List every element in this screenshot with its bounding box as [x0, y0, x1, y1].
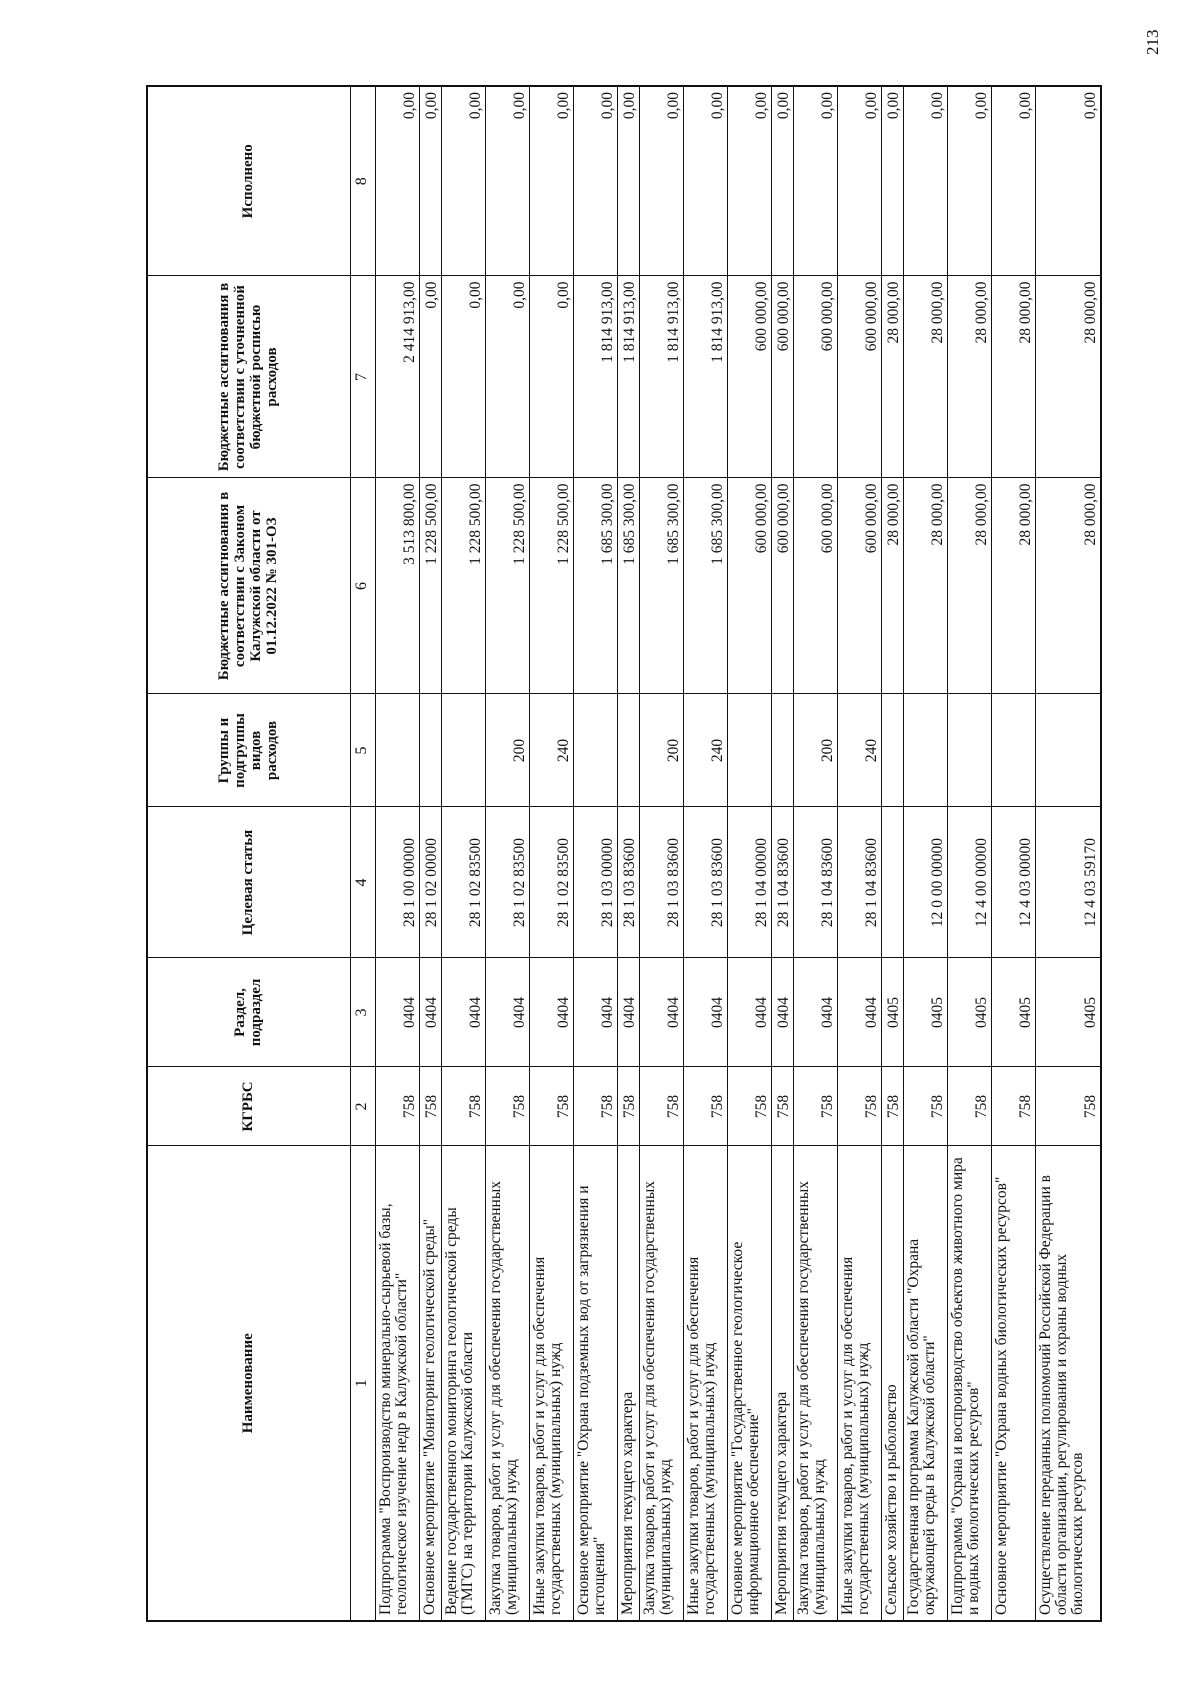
cell-target: 12 4 00 00000: [947, 807, 991, 958]
cell-group: 200: [793, 694, 837, 807]
column-number: 8: [350, 86, 375, 276]
cell-target: 12 0 00 00000: [903, 807, 947, 958]
table-row: [947, 86, 991, 1621]
header-target: Целевая статья: [147, 807, 350, 958]
cell-law-allocation: 1 685 300,00: [683, 478, 727, 694]
table-row: [441, 86, 485, 1621]
cell-executed: 0,00: [1035, 86, 1101, 276]
cell-refined-allocation: 1 814 913,00: [573, 276, 617, 478]
cell-executed: 0,00: [727, 86, 771, 276]
cell-target: 28 1 02 83500: [529, 807, 573, 958]
cell-refined-allocation: 0,00: [529, 276, 573, 478]
cell-target: 28 1 04 83600: [793, 807, 837, 958]
cell-executed: 0,00: [947, 86, 991, 276]
table-header: [147, 86, 375, 1621]
cell-section: 0404: [375, 958, 419, 1067]
cell-section: 0404: [683, 958, 727, 1067]
cell-law-allocation: 1 685 300,00: [573, 478, 617, 694]
cell-refined-allocation: 28 000,00: [947, 276, 991, 478]
cell-target: 28 1 04 00000: [727, 807, 771, 958]
table-row: [639, 86, 683, 1621]
column-number: 7: [350, 276, 375, 478]
table-row: [375, 86, 419, 1621]
cell-target: 28 1 04 83600: [837, 807, 881, 958]
cell-group: [771, 694, 793, 807]
header-name: Наименование: [147, 1146, 350, 1621]
cell-section: 0404: [419, 958, 441, 1067]
cell-target: 28 1 02 83500: [441, 807, 485, 958]
cell-executed: 0,00: [375, 86, 419, 276]
column-number: 1: [350, 1146, 375, 1621]
cell-name: Мероприятия текущего характера: [617, 1146, 639, 1621]
table-row: [419, 86, 441, 1621]
cell-refined-allocation: 0,00: [419, 276, 441, 478]
cell-name: Закупка товаров, работ и услуг для обеспечения государственных (муниципальных) нужд: [639, 1146, 683, 1621]
cell-name: Основное мероприятие "Мониторинг геологической среды": [419, 1146, 441, 1621]
cell-executed: 0,00: [793, 86, 837, 276]
cell-refined-allocation: 28 000,00: [1035, 276, 1101, 478]
cell-section: 0404: [793, 958, 837, 1067]
cell-group: 200: [485, 694, 529, 807]
cell-target: 28 1 00 00000: [375, 807, 419, 958]
page-number: 213: [1143, 29, 1162, 55]
table-row: [903, 86, 947, 1621]
cell-section: 0404: [617, 958, 639, 1067]
cell-group: 240: [529, 694, 573, 807]
table-row: [529, 86, 573, 1621]
cell-name: Ведение государственного мониторинга геологической среды (ГМГС) на территории Калужской области: [441, 1146, 485, 1621]
cell-executed: 0,00: [771, 86, 793, 276]
cell-law-allocation: 28 000,00: [881, 478, 903, 694]
cell-law-allocation: 1 228 500,00: [529, 478, 573, 694]
table-row: [881, 86, 903, 1621]
cell-name: Сельское хозяйство и рыболовство: [881, 1146, 903, 1621]
rotated-page-content: [146, 87, 1099, 1622]
cell-law-allocation: 600 000,00: [727, 478, 771, 694]
cell-kgrbs: 758: [441, 1067, 485, 1146]
cell-law-allocation: 28 000,00: [903, 478, 947, 694]
cell-name: Основное мероприятие "Охрана водных биологических ресурсов": [991, 1146, 1035, 1621]
cell-section: 0404: [727, 958, 771, 1067]
cell-group: [617, 694, 639, 807]
cell-name: Мероприятия текущего характера: [771, 1146, 793, 1621]
cell-group: [1035, 694, 1101, 807]
cell-kgrbs: 758: [771, 1067, 793, 1146]
cell-refined-allocation: 1 814 913,00: [639, 276, 683, 478]
cell-kgrbs: 758: [485, 1067, 529, 1146]
cell-section: 0404: [485, 958, 529, 1067]
cell-kgrbs: 758: [991, 1067, 1035, 1146]
table-row: [771, 86, 793, 1621]
table-row: [683, 86, 727, 1621]
table-row: [793, 86, 837, 1621]
cell-group: [441, 694, 485, 807]
cell-section: 0405: [991, 958, 1035, 1067]
cell-name: Осуществление переданных полномочий Российской Федерации в области организации, регулирования и охраны водных биологических ресурсов: [1035, 1146, 1101, 1621]
cell-name: Закупка товаров, работ и услуг для обеспечения государственных (муниципальных) нужд: [793, 1146, 837, 1621]
cell-executed: 0,00: [529, 86, 573, 276]
cell-group: [881, 694, 903, 807]
cell-name: Закупка товаров, работ и услуг для обеспечения государственных (муниципальных) нужд: [485, 1146, 529, 1621]
cell-group: [947, 694, 991, 807]
cell-refined-allocation: 600 000,00: [727, 276, 771, 478]
column-number: 6: [350, 478, 375, 694]
cell-name: Иные закупки товаров, работ и услуг для обеспечения государственных (муниципальных) нужд: [837, 1146, 881, 1621]
header-groups: Группы и подгруппы видов расходов: [147, 694, 350, 807]
cell-law-allocation: 600 000,00: [793, 478, 837, 694]
cell-refined-allocation: 0,00: [485, 276, 529, 478]
cell-executed: 0,00: [441, 86, 485, 276]
cell-refined-allocation: 1 814 913,00: [617, 276, 639, 478]
cell-group: 200: [639, 694, 683, 807]
cell-section: 0404: [639, 958, 683, 1067]
cell-refined-allocation: 2 414 913,00: [375, 276, 419, 478]
budget-table: [146, 85, 1102, 1622]
table-row: [1035, 86, 1101, 1621]
table-row: [573, 86, 617, 1621]
cell-kgrbs: 758: [947, 1067, 991, 1146]
cell-section: 0405: [903, 958, 947, 1067]
cell-executed: 0,00: [573, 86, 617, 276]
table-row: [991, 86, 1035, 1621]
cell-refined-allocation: 0,00: [441, 276, 485, 478]
cell-group: [991, 694, 1035, 807]
cell-kgrbs: 758: [727, 1067, 771, 1146]
cell-kgrbs: 758: [529, 1067, 573, 1146]
cell-group: [419, 694, 441, 807]
cell-refined-allocation: 600 000,00: [771, 276, 793, 478]
cell-kgrbs: 758: [881, 1067, 903, 1146]
cell-section: 0404: [441, 958, 485, 1067]
header-section: Раздел, подраздел: [147, 958, 350, 1067]
column-number: 5: [350, 694, 375, 807]
cell-group: [727, 694, 771, 807]
cell-target: 28 1 03 83600: [683, 807, 727, 958]
cell-kgrbs: 758: [617, 1067, 639, 1146]
cell-target: 28 1 02 00000: [419, 807, 441, 958]
cell-law-allocation: 28 000,00: [1035, 478, 1101, 694]
header-law-allocations: Бюджетные ассигнования в соответствии с Законом Калужской области от 01.12.2022 № 301-ОЗ: [147, 478, 350, 694]
cell-section: 0405: [1035, 958, 1101, 1067]
cell-law-allocation: 600 000,00: [837, 478, 881, 694]
cell-law-allocation: 3 513 800,00: [375, 478, 419, 694]
table-row: [727, 86, 771, 1621]
cell-name: Иные закупки товаров, работ и услуг для обеспечения государственных (муниципальных) нужд: [529, 1146, 573, 1621]
header-refined-allocations: Бюджетные ассигнования в соответствии с уточненной бюджетной росписью расходов: [147, 276, 350, 478]
cell-law-allocation: 1 228 500,00: [441, 478, 485, 694]
cell-executed: 0,00: [617, 86, 639, 276]
cell-section: 0404: [529, 958, 573, 1067]
cell-target: 12 4 03 00000: [991, 807, 1035, 958]
cell-refined-allocation: 1 814 913,00: [683, 276, 727, 478]
cell-target: [881, 807, 903, 958]
cell-group: 240: [683, 694, 727, 807]
cell-target: 28 1 04 83600: [771, 807, 793, 958]
cell-group: [903, 694, 947, 807]
cell-kgrbs: 758: [837, 1067, 881, 1146]
cell-executed: 0,00: [485, 86, 529, 276]
cell-target: 28 1 03 00000: [573, 807, 617, 958]
cell-executed: 0,00: [903, 86, 947, 276]
cell-kgrbs: 758: [793, 1067, 837, 1146]
cell-target: 28 1 03 83600: [639, 807, 683, 958]
cell-target: 28 1 02 83500: [485, 807, 529, 958]
cell-executed: 0,00: [639, 86, 683, 276]
cell-name: Государственная программа Калужской области "Охрана окружающей среды в Калужской области": [903, 1146, 947, 1621]
cell-name: Подпрограмма "Охрана и воспроизводство объектов животного мира и водных биологических ресурсов": [947, 1146, 991, 1621]
cell-law-allocation: 1 685 300,00: [639, 478, 683, 694]
cell-group: [375, 694, 419, 807]
cell-refined-allocation: 600 000,00: [793, 276, 837, 478]
cell-group: 240: [837, 694, 881, 807]
cell-section: 0404: [771, 958, 793, 1067]
table-row: [485, 86, 529, 1621]
cell-kgrbs: 758: [683, 1067, 727, 1146]
cell-refined-allocation: 28 000,00: [881, 276, 903, 478]
cell-name: Основное мероприятие "Охрана подземных вод от загрязнения и истощения": [573, 1146, 617, 1621]
cell-section: 0405: [881, 958, 903, 1067]
cell-kgrbs: 758: [639, 1067, 683, 1146]
cell-name: Основное мероприятие "Государственное геологическое информационное обеспечение": [727, 1146, 771, 1621]
cell-kgrbs: 758: [903, 1067, 947, 1146]
cell-law-allocation: 600 000,00: [771, 478, 793, 694]
cell-kgrbs: 758: [573, 1067, 617, 1146]
cell-law-allocation: 1 685 300,00: [617, 478, 639, 694]
cell-executed: 0,00: [683, 86, 727, 276]
column-number: 3: [350, 958, 375, 1067]
cell-section: 0404: [837, 958, 881, 1067]
column-number: 4: [350, 807, 375, 958]
cell-refined-allocation: 28 000,00: [991, 276, 1035, 478]
cell-law-allocation: 28 000,00: [991, 478, 1035, 694]
table-row: [617, 86, 639, 1621]
cell-law-allocation: 28 000,00: [947, 478, 991, 694]
cell-target: 28 1 03 83600: [617, 807, 639, 958]
cell-kgrbs: 758: [1035, 1067, 1101, 1146]
cell-section: 0405: [947, 958, 991, 1067]
cell-executed: 0,00: [419, 86, 441, 276]
cell-name: Подпрограмма "Воспроизводство минерально-сырьевой базы, геологическое изучение недр в Калужской области": [375, 1146, 419, 1621]
cell-section: 0404: [573, 958, 617, 1067]
cell-refined-allocation: 600 000,00: [837, 276, 881, 478]
cell-law-allocation: 1 228 500,00: [419, 478, 441, 694]
header-executed: Исполнено: [147, 86, 350, 276]
cell-executed: 0,00: [837, 86, 881, 276]
cell-law-allocation: 1 228 500,00: [485, 478, 529, 694]
table-row: [837, 86, 881, 1621]
table-body: [375, 86, 1101, 1621]
cell-executed: 0,00: [881, 86, 903, 276]
header-kgrbs: КГРБС: [147, 1067, 350, 1146]
cell-kgrbs: 758: [419, 1067, 441, 1146]
column-number: 2: [350, 1067, 375, 1146]
cell-executed: 0,00: [991, 86, 1035, 276]
cell-target: 12 4 03 59170: [1035, 807, 1101, 958]
cell-name: Иные закупки товаров, работ и услуг для обеспечения государственных (муниципальных) нужд: [683, 1146, 727, 1621]
cell-kgrbs: 758: [375, 1067, 419, 1146]
cell-refined-allocation: 28 000,00: [903, 276, 947, 478]
cell-group: [573, 694, 617, 807]
